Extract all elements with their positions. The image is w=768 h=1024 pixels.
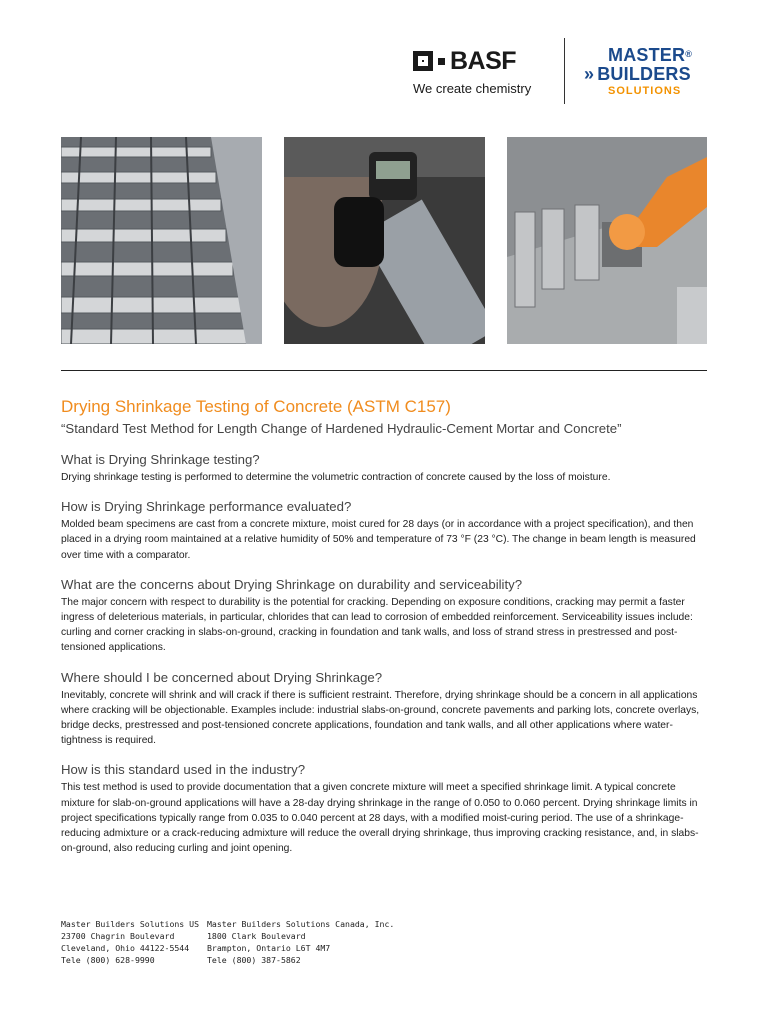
address-phone: Tele (800) 387-5862	[207, 955, 301, 965]
robot-arm-illustration	[507, 137, 707, 344]
address-city: Brampton, Ontario L6T 4M7	[207, 943, 331, 953]
basf-dash-icon	[438, 58, 445, 65]
section-body: Drying shrinkage testing is performed to determine the volumetric contraction of concrete caused by the loss of moisture.	[61, 472, 611, 483]
basf-logo	[413, 48, 545, 96]
basf-tagline: We create chemistry	[413, 81, 532, 96]
storage-rack-photo	[61, 137, 262, 344]
basf-word: BASF	[450, 46, 517, 75]
page-title: Drying Shrinkage Testing of Concrete (ASTM C157)	[61, 397, 451, 416]
address-name: Master Builders Solutions US	[61, 919, 200, 929]
chevrons-icon: »	[584, 64, 595, 84]
section-divider	[61, 370, 707, 371]
section-body: Molded beam specimens are cast from a concrete mixture, moist cured for 28 days (or in accordance with a project specification), and then placed in a drying room maintained at a relative humidity of 50% and temperature of 73 °F (23 °C). The change in beam length is measured over time with a comparator.	[61, 519, 696, 561]
mbs-line-master: MASTER®	[608, 45, 693, 65]
master-builders-logo	[584, 46, 692, 97]
section-heading: What are the concerns about Drying Shrinkage on durability and serviceability?	[61, 576, 523, 592]
storage-rack-illustration	[61, 137, 262, 344]
robot-arm-photo	[507, 137, 707, 344]
section-body: The major concern with respect to durability is the potential for cracking. Depending on exposure conditions, cracking may permit a faster ingress of deleterious materials, in particular, chlorides that can lead to corrosion of embedded reinforcement. Serviceability issues include: curling and corner cracking in slabs-on-ground, cracking in foundation and tank walls, and loss of strand stress in prestressed and post-tensioned applications.	[61, 596, 693, 654]
caliper-measurement-photo	[284, 137, 485, 344]
main-content	[61, 396, 711, 856]
address-city: Cleveland, Ohio 44122-5544	[61, 943, 190, 953]
address-street: 1800 Clark Boulevard	[207, 931, 306, 941]
address-canada	[207, 918, 394, 966]
logo-divider	[564, 38, 565, 104]
basf-wordmark	[413, 48, 545, 74]
address-street: 23700 Chagrin Boulevard	[61, 931, 175, 941]
page-subtitle: “Standard Test Method for Length Change of Hardened Hydraulic-Cement Mortar and Concrete”	[61, 421, 622, 436]
section-body: Inevitably, concrete will shrink and will crack if there is sufficient restraint. Therefore, drying shrinkage should be a concern in all applications where cracking will be objectionable. Examples include: industrial slabs-on-ground, concrete pavements and parking lots, concrete overlays, bridge decks, prestressed and post-tensioned concrete applications, foundation and tank walls, and all other applications where water-tightness is required.	[61, 689, 700, 747]
address-phone: Tele (800) 628-9990	[61, 955, 155, 965]
mbs-line-solutions: SOLUTIONS	[608, 85, 682, 97]
section-body: This test method is used to provide documentation that a given concrete mixture will meet a specified shrinkage limit. A typical concrete mixture for slab-on-ground applications will have a 28-day drying shrinkage in the range of 0.050 to 0.060 percent. Drying shrinkage limits in project specifications typically range from 0.035 to 0.040 percent at 28 days, with a modified moist-curing period. The use of a shrinkage-reducing admixture or a crack-reducing admixture will reduce the overall drying shrinkage, thus improving cracking resistance, and, in slabs-on-ground, also reducing curling and joint opening.	[61, 782, 699, 855]
basf-square-icon	[413, 51, 433, 71]
section-heading: What is Drying Shrinkage testing?	[61, 452, 260, 467]
address-name: Master Builders Solutions Canada, Inc.	[207, 919, 395, 929]
section-heading: How is Drying Shrinkage performance evaluated?	[61, 499, 352, 515]
section-heading: Where should I be concerned about Drying Shrinkage?	[61, 669, 383, 685]
mbs-line-builders: » BUILDERS	[584, 64, 691, 84]
section-heading: How is this standard used in the industry?	[61, 762, 306, 778]
address-us	[61, 918, 199, 966]
caliper-illustration	[284, 137, 485, 344]
